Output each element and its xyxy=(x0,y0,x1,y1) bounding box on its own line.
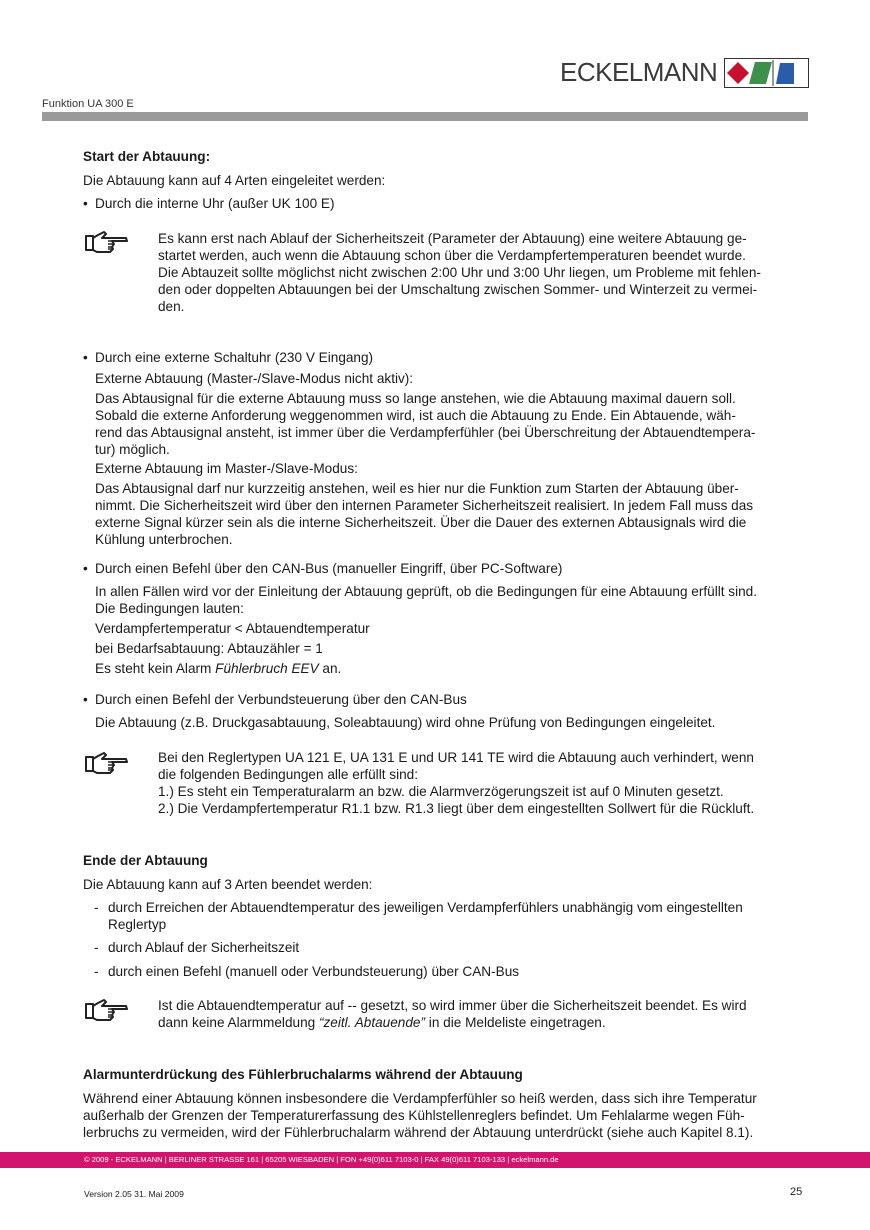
alarm-text: Während einer Abtauung können insbesondere die Verdampferfühler so heiß werden, dass sich ihre Temperatur außerhalb der Grenzen der Temperaturerfassung des Kühlstellenreglers befindet. Um Fehlalarme wegen Füh- lerbruchs zu vermeiden, wird der Fühlerbruchalarm während der Abtauung unterdrückt (siehe auch Kapitel 8.1). xyxy=(83,1091,757,1140)
company-logo-icon xyxy=(724,58,809,88)
bullet-text: Durch die interne Uhr (außer UK 100 E) xyxy=(95,196,335,211)
footer-contact-text: © 2009 - ECKELMANN | BERLINER STRASSE 161 | 65205 WIESBADEN | FON +49(0)611 7103-0 | FAX 49(0)611 7103-133 | eckelmann.de xyxy=(84,1155,559,1164)
bullet-text: Durch eine externe Schaltuhr (230 V Eingang) xyxy=(95,350,374,365)
bullet-text: Durch einen Befehl über den CAN-Bus (manueller Eingriff, über PC-Software) xyxy=(95,561,563,576)
header-divider xyxy=(42,112,808,121)
pointing-hand-icon xyxy=(84,998,130,1022)
note-2: Bei den Reglertypen UA 121 E, UA 131 E und UR 141 TE wird die Abtauung auch verhindert, wenn die folgenden Bedingungen alle erfüllt sind: 1.) Es steht ein Temperaturalarm an bzw. die Alarmverzögerungszeit ist auf 0 Minuten gesetzt. 2.) Die Verdampfertemperatur R1.1 bzw. R1.3 liegt über dem eingestellten Sollwert für die Rückluft. xyxy=(158,750,755,816)
start-heading: Start der Abtauung: xyxy=(83,149,211,164)
condition-2: bei Bedarfsabtauung: Abtauzähler = 1 xyxy=(95,641,323,656)
pointing-hand-icon xyxy=(84,751,130,775)
list-item: - durch Erreichen der Abtauendtemperatur des jeweiligen Verdampferfühlers unabhängig vom eingestellten Reglertyp xyxy=(94,900,743,932)
note-1: Es kann erst nach Ablauf der Sicherheitszeit (Parameter der Abtauung) eine weitere Abtauung ge- startet werden, auch wenn die Abtauung schon über die Verdampfertemperaturen beendet wurde. Die Abtauzeit sollte möglichst nicht zwischen 2:00 Uhr und 3:00 Uhr liegen, um Probleme mit fehlen- den oder doppelten Abtauungen bei der Umschaltung zwischen Sommer- und Winterzeit zu vermei- den. xyxy=(158,231,761,314)
ext-master-text: Das Abtausignal darf nur kurzzeitig anstehen, weil es hier nur die Funktion zum Starten der Abtauung über- nimmt. Die Sicherheitszeit wird über den internen Parameter Sicherheitszeit realisiert. In jedem Fall muss das externe Signal kürzer sein als die interne Sicherheitszeit. Über die Dauer des externen Abtausignals wird die Kühlung unterbrochen. xyxy=(95,481,754,547)
list-item: - durch Ablauf der Sicherheitszeit xyxy=(94,940,300,955)
condition-3: Es steht kein Alarm Fühlerbruch EEV an. xyxy=(95,661,342,676)
list-item: • Durch einen Befehl über den CAN-Bus (manueller Eingriff, über PC-Software) xyxy=(83,560,809,577)
page-number: 25 xyxy=(790,1186,803,1198)
list-item: - durch einen Befehl (manuell oder Verbundsteuerung) über CAN-Bus xyxy=(94,964,520,979)
note-3: Ist die Abtauendtemperatur auf -- gesetzt, so wird immer über die Sicherheitszeit beendet. Es wird dann keine Alarmmeldung “zeitl. Abtauende” in die Meldeliste eingetragen. xyxy=(158,998,747,1030)
version-label: Version 2.05 31. Mai 2009 xyxy=(84,1189,184,1199)
end-intro: Die Abtauung kann auf 3 Arten beendet werden: xyxy=(83,877,373,892)
can-text: In allen Fällen wird vor der Einleitung der Abtauung geprüft, ob die Bedingungen für eine Abtauung erfüllt sind. Die Bedingungen lauten: xyxy=(95,584,758,616)
ext-master-label: Externe Abtauung im Master-/Slave-Modus: xyxy=(95,461,358,476)
list-item: • Durch die interne Uhr (außer UK 100 E) xyxy=(83,195,809,212)
verbund-text: Die Abtauung (z.B. Druckgasabtauung, Soleabtauung) wird ohne Prüfung von Bedingungen eingeleitet. xyxy=(95,715,716,730)
footer-bar xyxy=(0,1152,870,1168)
ext-nonmaster-text: Das Abtausignal für die externe Abtauung muss so lange anstehen, wie die Abtauung maximal dauern soll. Sobald die externe Anforderung weggenommen wird, ist auch die Abtauung zu Ende. Ein Abtauende, wäh- rend das Abtausignal ansteht, ist immer über die Verdampferfühler (bei Überschreitung der Abtauendtempera- tur) möglich. xyxy=(95,391,756,457)
start-intro: Die Abtauung kann auf 4 Arten eingeleitet werden: xyxy=(83,173,386,188)
list-item: • Durch eine externe Schaltuhr (230 V Eingang) xyxy=(83,349,809,366)
alarm-heading: Alarmunterdrückung des Fühlerbruchalarms während der Abtauung xyxy=(83,1067,523,1082)
end-heading: Ende der Abtauung xyxy=(83,853,208,868)
condition-1: Verdampfertemperatur < Abtauendtemperatur xyxy=(95,621,370,636)
bullet-text: Durch einen Befehl der Verbundsteuerung über den CAN-Bus xyxy=(95,692,467,707)
list-item: • Durch einen Befehl der Verbundsteuerung über den CAN-Bus xyxy=(83,691,809,708)
section-label: Funktion UA 300 E xyxy=(42,98,134,110)
ext-nonmaster-label: Externe Abtauung (Master-/Slave-Modus nicht aktiv): xyxy=(95,371,414,386)
company-logo-text: ECKELMANN xyxy=(560,57,718,87)
pointing-hand-icon xyxy=(84,230,130,254)
